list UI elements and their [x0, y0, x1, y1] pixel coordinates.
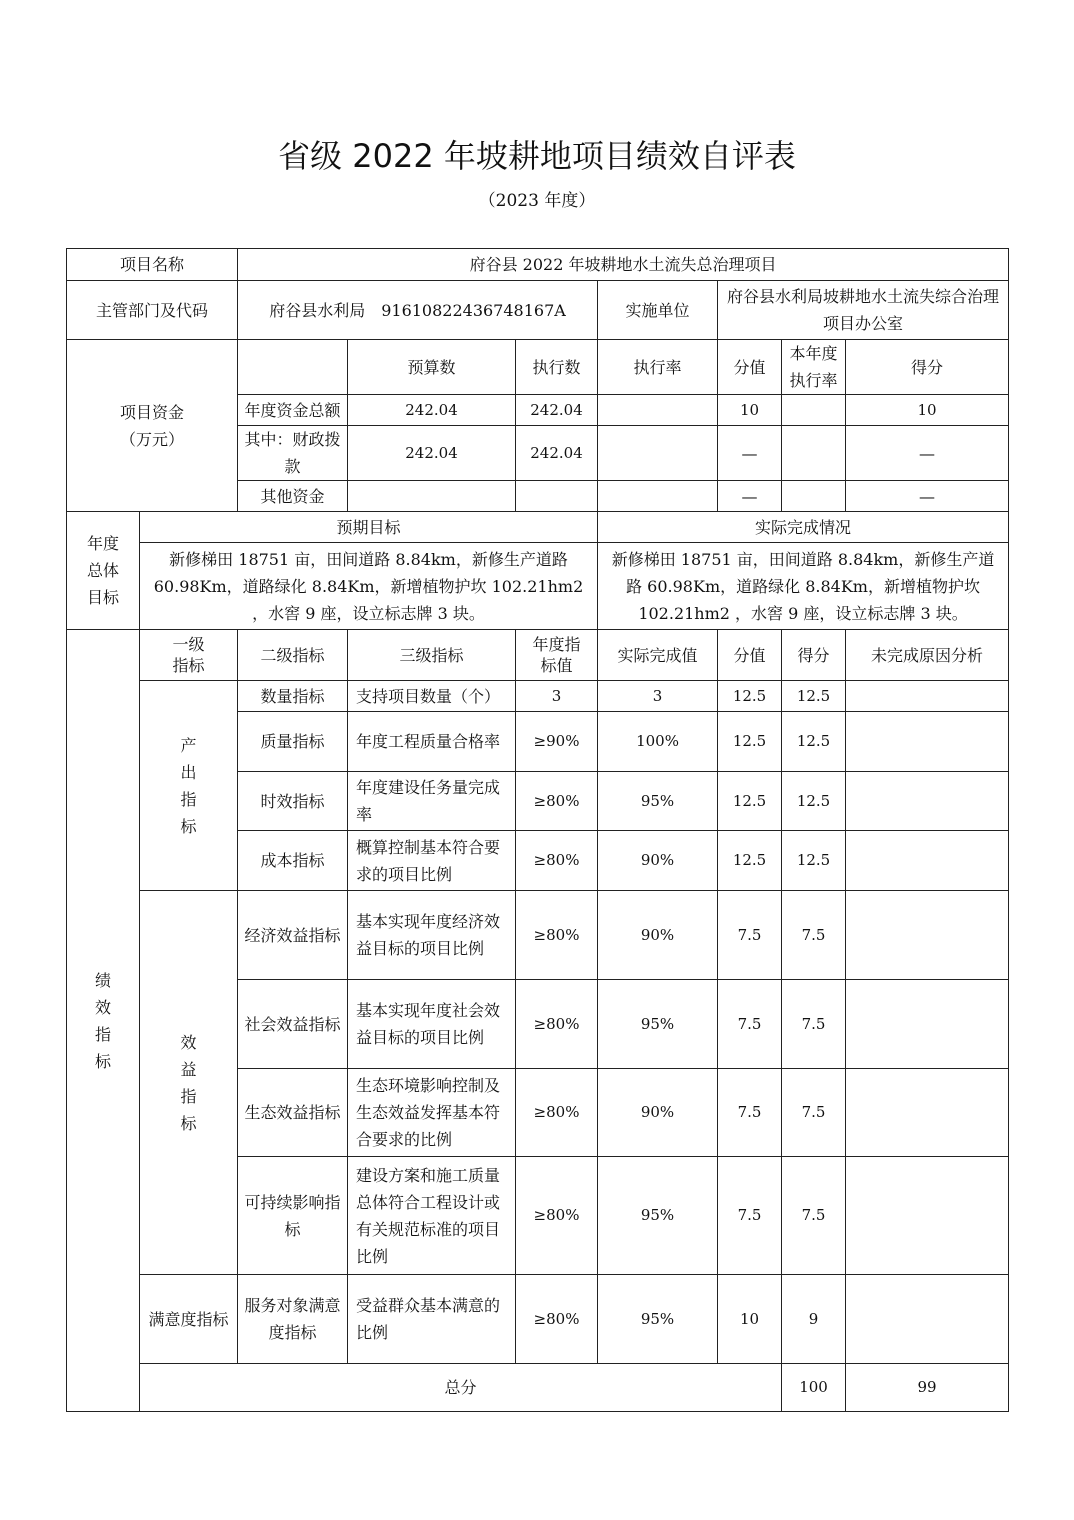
page-title: 省级 2022 年坡耕地项目绩效自评表	[278, 137, 796, 175]
ind-score: 12.5	[782, 681, 846, 712]
impl-value: 府谷县水利局坡耕地水土流失综合治理项目办公室	[718, 281, 1009, 340]
ind-score: 7.5	[782, 891, 846, 980]
funds-row-rate	[598, 481, 718, 512]
ind-score: 9	[782, 1275, 846, 1364]
funds-row-score-value: —	[718, 481, 782, 512]
ind-reason	[846, 1157, 1009, 1275]
ind-actual: 100%	[598, 712, 718, 772]
ind-actual: 90%	[598, 1069, 718, 1157]
funds-row-budget: 242.04	[348, 426, 516, 481]
ind-level2: 可持续影响指标	[238, 1157, 348, 1275]
group-benefit-label-text: 效 益 指 标	[180, 1032, 197, 1133]
ind-level3: 支持项目数量（个）	[348, 681, 516, 712]
ind-score-value: 12.5	[718, 772, 782, 831]
ind-actual: 95%	[598, 772, 718, 831]
goals-actual-label: 实际完成情况	[598, 512, 1009, 543]
total-score-value: 100	[782, 1364, 846, 1412]
ind-score-value: 7.5	[718, 1069, 782, 1157]
ind-actual: 95%	[598, 1275, 718, 1364]
ind-actual: 95%	[598, 980, 718, 1069]
ind-target: ≥80%	[516, 1157, 598, 1275]
indicators-label	[67, 630, 140, 1412]
ind-target: 3	[516, 681, 598, 712]
dept-value: 府谷县水利局 91610822436748167A	[238, 281, 598, 340]
funds-label-text: 项目资金 （万元）	[120, 402, 185, 449]
funds-row-exec	[516, 481, 598, 512]
ind-target: ≥80%	[516, 1275, 598, 1364]
funds-row-name: 其中：财政拨款	[238, 426, 348, 481]
funds-row-year-rate	[782, 481, 846, 512]
ind-score: 12.5	[782, 772, 846, 831]
funds-row-name: 年度资金总额	[238, 395, 348, 426]
goals-label	[67, 512, 140, 630]
ind-reason	[846, 831, 1009, 891]
ind-score-value: 10	[718, 1275, 782, 1364]
ind-score: 7.5	[782, 1069, 846, 1157]
total-label: 总分	[140, 1364, 782, 1412]
ind-level3: 年度工程质量合格率	[348, 712, 516, 772]
ind-reason	[846, 1069, 1009, 1157]
ind-reason	[846, 712, 1009, 772]
ind-level3: 生态环境影响控制及生态效益发挥基本符合要求的比例	[348, 1069, 516, 1157]
ind-level3: 基本实现年度社会效益目标的项目比例	[348, 980, 516, 1069]
ind-target: ≥80%	[516, 831, 598, 891]
funds-row-budget	[348, 481, 516, 512]
funds-header-exec: 执行数	[516, 340, 598, 395]
funds-row-name: 其他资金	[238, 481, 348, 512]
ind-reason	[846, 1275, 1009, 1364]
ind-level2: 经济效益指标	[238, 891, 348, 980]
ind-actual: 95%	[598, 1157, 718, 1275]
group-output-label-text: 产 出 指 标	[180, 735, 197, 836]
funds-row-score: 10	[846, 395, 1009, 426]
funds-row-score: —	[846, 481, 1009, 512]
funds-header-score-value: 分值	[718, 340, 782, 395]
goals-expected-label: 预期目标	[140, 512, 598, 543]
funds-row-rate	[598, 395, 718, 426]
page-subtitle: （2023 年度）	[478, 191, 596, 211]
ind-header-actual: 实际完成值	[598, 630, 718, 681]
ind-level3: 受益群众基本满意的比例	[348, 1275, 516, 1364]
ind-score-value: 7.5	[718, 1157, 782, 1275]
ind-header-level1	[140, 630, 238, 681]
project-name-label: 项目名称	[67, 249, 238, 281]
indicators-label-text: 绩 效 指 标	[94, 970, 111, 1071]
ind-actual: 90%	[598, 831, 718, 891]
funds-header-score: 得分	[846, 340, 1009, 395]
ind-reason	[846, 980, 1009, 1069]
funds-row-exec: 242.04	[516, 426, 598, 481]
ind-score-value: 12.5	[718, 831, 782, 891]
ind-target: ≥90%	[516, 712, 598, 772]
funds-header-rate: 执行率	[598, 340, 718, 395]
funds-row-score: —	[846, 426, 1009, 481]
ind-actual: 90%	[598, 891, 718, 980]
funds-header-budget: 预算数	[348, 340, 516, 395]
funds-row-year-rate	[782, 426, 846, 481]
group-satisfaction-label: 满意度指标	[140, 1275, 238, 1364]
ind-target: ≥80%	[516, 891, 598, 980]
ind-header-score-value: 分值	[718, 630, 782, 681]
group-benefit-label	[140, 891, 238, 1275]
ind-level3: 年度建设任务量完成率	[348, 772, 516, 831]
ind-target: ≥80%	[516, 980, 598, 1069]
funds-row-rate	[598, 426, 718, 481]
group-output-label	[140, 681, 238, 891]
impl-label: 实施单位	[598, 281, 718, 340]
ind-level2: 生态效益指标	[238, 1069, 348, 1157]
evaluation-table	[66, 248, 1009, 1412]
funds-row-score-value: 10	[718, 395, 782, 426]
ind-header-target	[516, 630, 598, 681]
funds-row-score-value: —	[718, 426, 782, 481]
ind-header-level1-text: 一级 指标	[172, 635, 205, 675]
goals-expected: 新修梯田 18751 亩，田间道路 8.84km，新修生产道路 60.98Km，道路绿化 8.84Km，新增植物护坎 102.21hm2 ，水窖 9 座，设立标志牌 3 块。	[140, 543, 598, 630]
ind-level2: 质量指标	[238, 712, 348, 772]
funds-row-budget: 242.04	[348, 395, 516, 426]
ind-level3: 基本实现年度经济效益目标的项目比例	[348, 891, 516, 980]
ind-level2: 服务对象满意度指标	[238, 1275, 348, 1364]
goals-actual: 新修梯田 18751 亩，田间道路 8.84km，新修生产道路 60.98Km，道路绿化 8.84Km，新增植物护坎 102.21hm2 ，水窖 9 座，设立标志牌 3 块。	[598, 543, 1009, 630]
ind-score-value: 7.5	[718, 980, 782, 1069]
ind-header-target-text: 年度指 标值	[532, 635, 581, 675]
ind-reason	[846, 681, 1009, 712]
ind-header-level2: 二级指标	[238, 630, 348, 681]
ind-reason	[846, 891, 1009, 980]
ind-header-score: 得分	[782, 630, 846, 681]
ind-score: 7.5	[782, 1157, 846, 1275]
funds-row-exec: 242.04	[516, 395, 598, 426]
funds-row-year-rate	[782, 395, 846, 426]
project-name: 府谷县 2022 年坡耕地水土流失总治理项目	[238, 249, 1009, 281]
ind-score: 12.5	[782, 831, 846, 891]
ind-actual: 3	[598, 681, 718, 712]
ind-header-reason: 未完成原因分析	[846, 630, 1009, 681]
total-score: 99	[846, 1364, 1009, 1412]
ind-header-level3: 三级指标	[348, 630, 516, 681]
ind-score-value: 12.5	[718, 712, 782, 772]
ind-level2: 社会效益指标	[238, 980, 348, 1069]
funds-label	[67, 340, 238, 512]
ind-score-value: 12.5	[718, 681, 782, 712]
ind-score-value: 7.5	[718, 891, 782, 980]
ind-level2: 数量指标	[238, 681, 348, 712]
ind-level3: 建设方案和施工质量总体符合工程设计或有关规范标准的项目比例	[348, 1157, 516, 1275]
ind-target: ≥80%	[516, 772, 598, 831]
funds-header-year-rate: 本年度执行率	[782, 340, 846, 395]
ind-level2: 成本指标	[238, 831, 348, 891]
funds-header-blank	[238, 340, 348, 395]
ind-reason	[846, 772, 1009, 831]
ind-level3: 概算控制基本符合要求的项目比例	[348, 831, 516, 891]
ind-target: ≥80%	[516, 1069, 598, 1157]
ind-level2: 时效指标	[238, 772, 348, 831]
goals-label-text: 年度 总体 目标	[86, 534, 119, 607]
ind-score: 7.5	[782, 980, 846, 1069]
dept-label: 主管部门及代码	[67, 281, 238, 340]
ind-score: 12.5	[782, 712, 846, 772]
